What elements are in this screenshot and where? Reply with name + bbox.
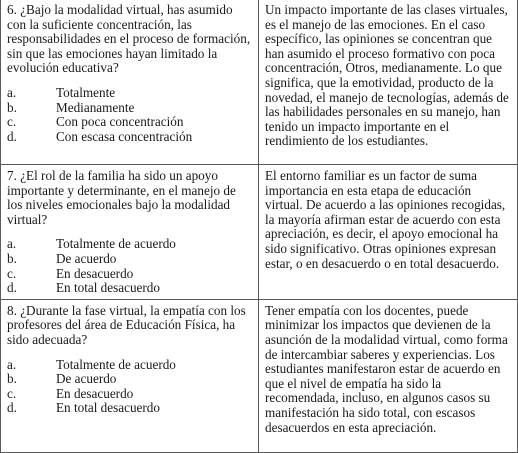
analysis-text: Tener empatía con los docentes, puede minimizar los impactos que devienen de la asunción de la modalidad virtual, como forma de intercambiar saberes y experiencias. Los estudiantes manifestaron estar de acuerdo en que el nivel de empatía ha sido la recomendada, incluso, en algunos casos su manifestación ha sido total, con escasos desacuerdos en esta apreciación. — [265, 302, 508, 435]
question-cell — [1, 299, 259, 452]
option-text: Totalmente de acuerdo — [56, 356, 176, 372]
option-item — [7, 372, 253, 387]
option-item — [7, 281, 253, 296]
table-row — [1, 299, 518, 452]
option-letter: b. — [7, 99, 17, 115]
option-letter: c. — [7, 385, 17, 401]
option-text: Con poca concentración — [56, 114, 184, 130]
option-item — [7, 101, 253, 116]
option-letter: b. — [7, 371, 17, 387]
option-letter: c. — [7, 114, 17, 130]
question-text: 6. ¿Bajo la modalidad virtual, has asumido con la suficiente concentración, las responsabilidades en el proceso de formación, sin que las emociones hayan limitado la evolución educativa? — [7, 2, 251, 76]
option-letter: a. — [7, 236, 17, 252]
option-letter: d. — [7, 280, 17, 296]
option-item — [7, 387, 253, 402]
option-text: En desacuerdo — [56, 265, 134, 281]
option-item — [7, 115, 253, 130]
analysis-text: Un impacto importante de las clases virtuales, es el manejo de las emociones. En el caso específico, las opiniones se concentran que han asumido el proceso formativo con poca concentración, Otros, medianamente. Lo que significa, que la emotividad, producto de la novedad, el manejo de tecnologías, además de las habilidades personales en su manejo, han tenido un impacto importante en el rendimiento de los estudiantes. — [265, 2, 509, 149]
answer-options — [7, 358, 253, 416]
option-text: De acuerdo — [56, 371, 117, 387]
option-letter: a. — [7, 356, 17, 372]
option-item — [7, 86, 253, 101]
option-text: Con escasa concentración — [56, 128, 193, 144]
option-text: Totalmente de acuerdo — [56, 236, 176, 252]
option-item — [7, 130, 253, 145]
table-row — [1, 165, 518, 300]
analysis-cell — [259, 299, 518, 452]
answer-options — [7, 237, 253, 295]
option-item — [7, 401, 253, 416]
option-text: En total desacuerdo — [56, 280, 160, 296]
option-letter: d. — [7, 128, 17, 144]
question-cell — [1, 165, 259, 300]
option-letter: b. — [7, 250, 17, 266]
option-item — [7, 358, 253, 373]
option-text: En desacuerdo — [56, 385, 134, 401]
analysis-cell — [259, 165, 518, 300]
analysis-text: El entorno familiar es un factor de suma importancia en esta etapa de educación virtual. De acuerdo a las opiniones recogidas, la mayoría afirman estar de acuerdo con esta apreciación, es decir, el apoyo emocional ha sido significativo. Otras opiniones expresan estar, o en desacuerdo o en total desacuerdo. — [265, 168, 506, 271]
question-text: 7. ¿El rol de la familia ha sido un apoyo importante y determinante, en el manejo de los niveles emocionales bajo la modalidad virtual? — [7, 168, 236, 227]
option-letter: d. — [7, 400, 17, 416]
table-row — [1, 0, 518, 165]
answer-options — [7, 86, 253, 144]
question-text: 8. ¿Durante la fase virtual, la empatía con los profesores del área de Educación Física, ha sido adecuada? — [7, 302, 246, 347]
option-text: De acuerdo — [56, 250, 117, 266]
option-letter: c. — [7, 265, 17, 281]
option-text: Medianamente — [56, 99, 135, 115]
analysis-cell — [259, 0, 518, 165]
question-cell — [1, 0, 259, 165]
option-item — [7, 252, 253, 267]
option-text: En total desacuerdo — [56, 400, 160, 416]
option-letter: a. — [7, 84, 17, 100]
option-item — [7, 267, 253, 282]
option-text: Totalmente — [56, 84, 116, 100]
option-item — [7, 237, 253, 252]
